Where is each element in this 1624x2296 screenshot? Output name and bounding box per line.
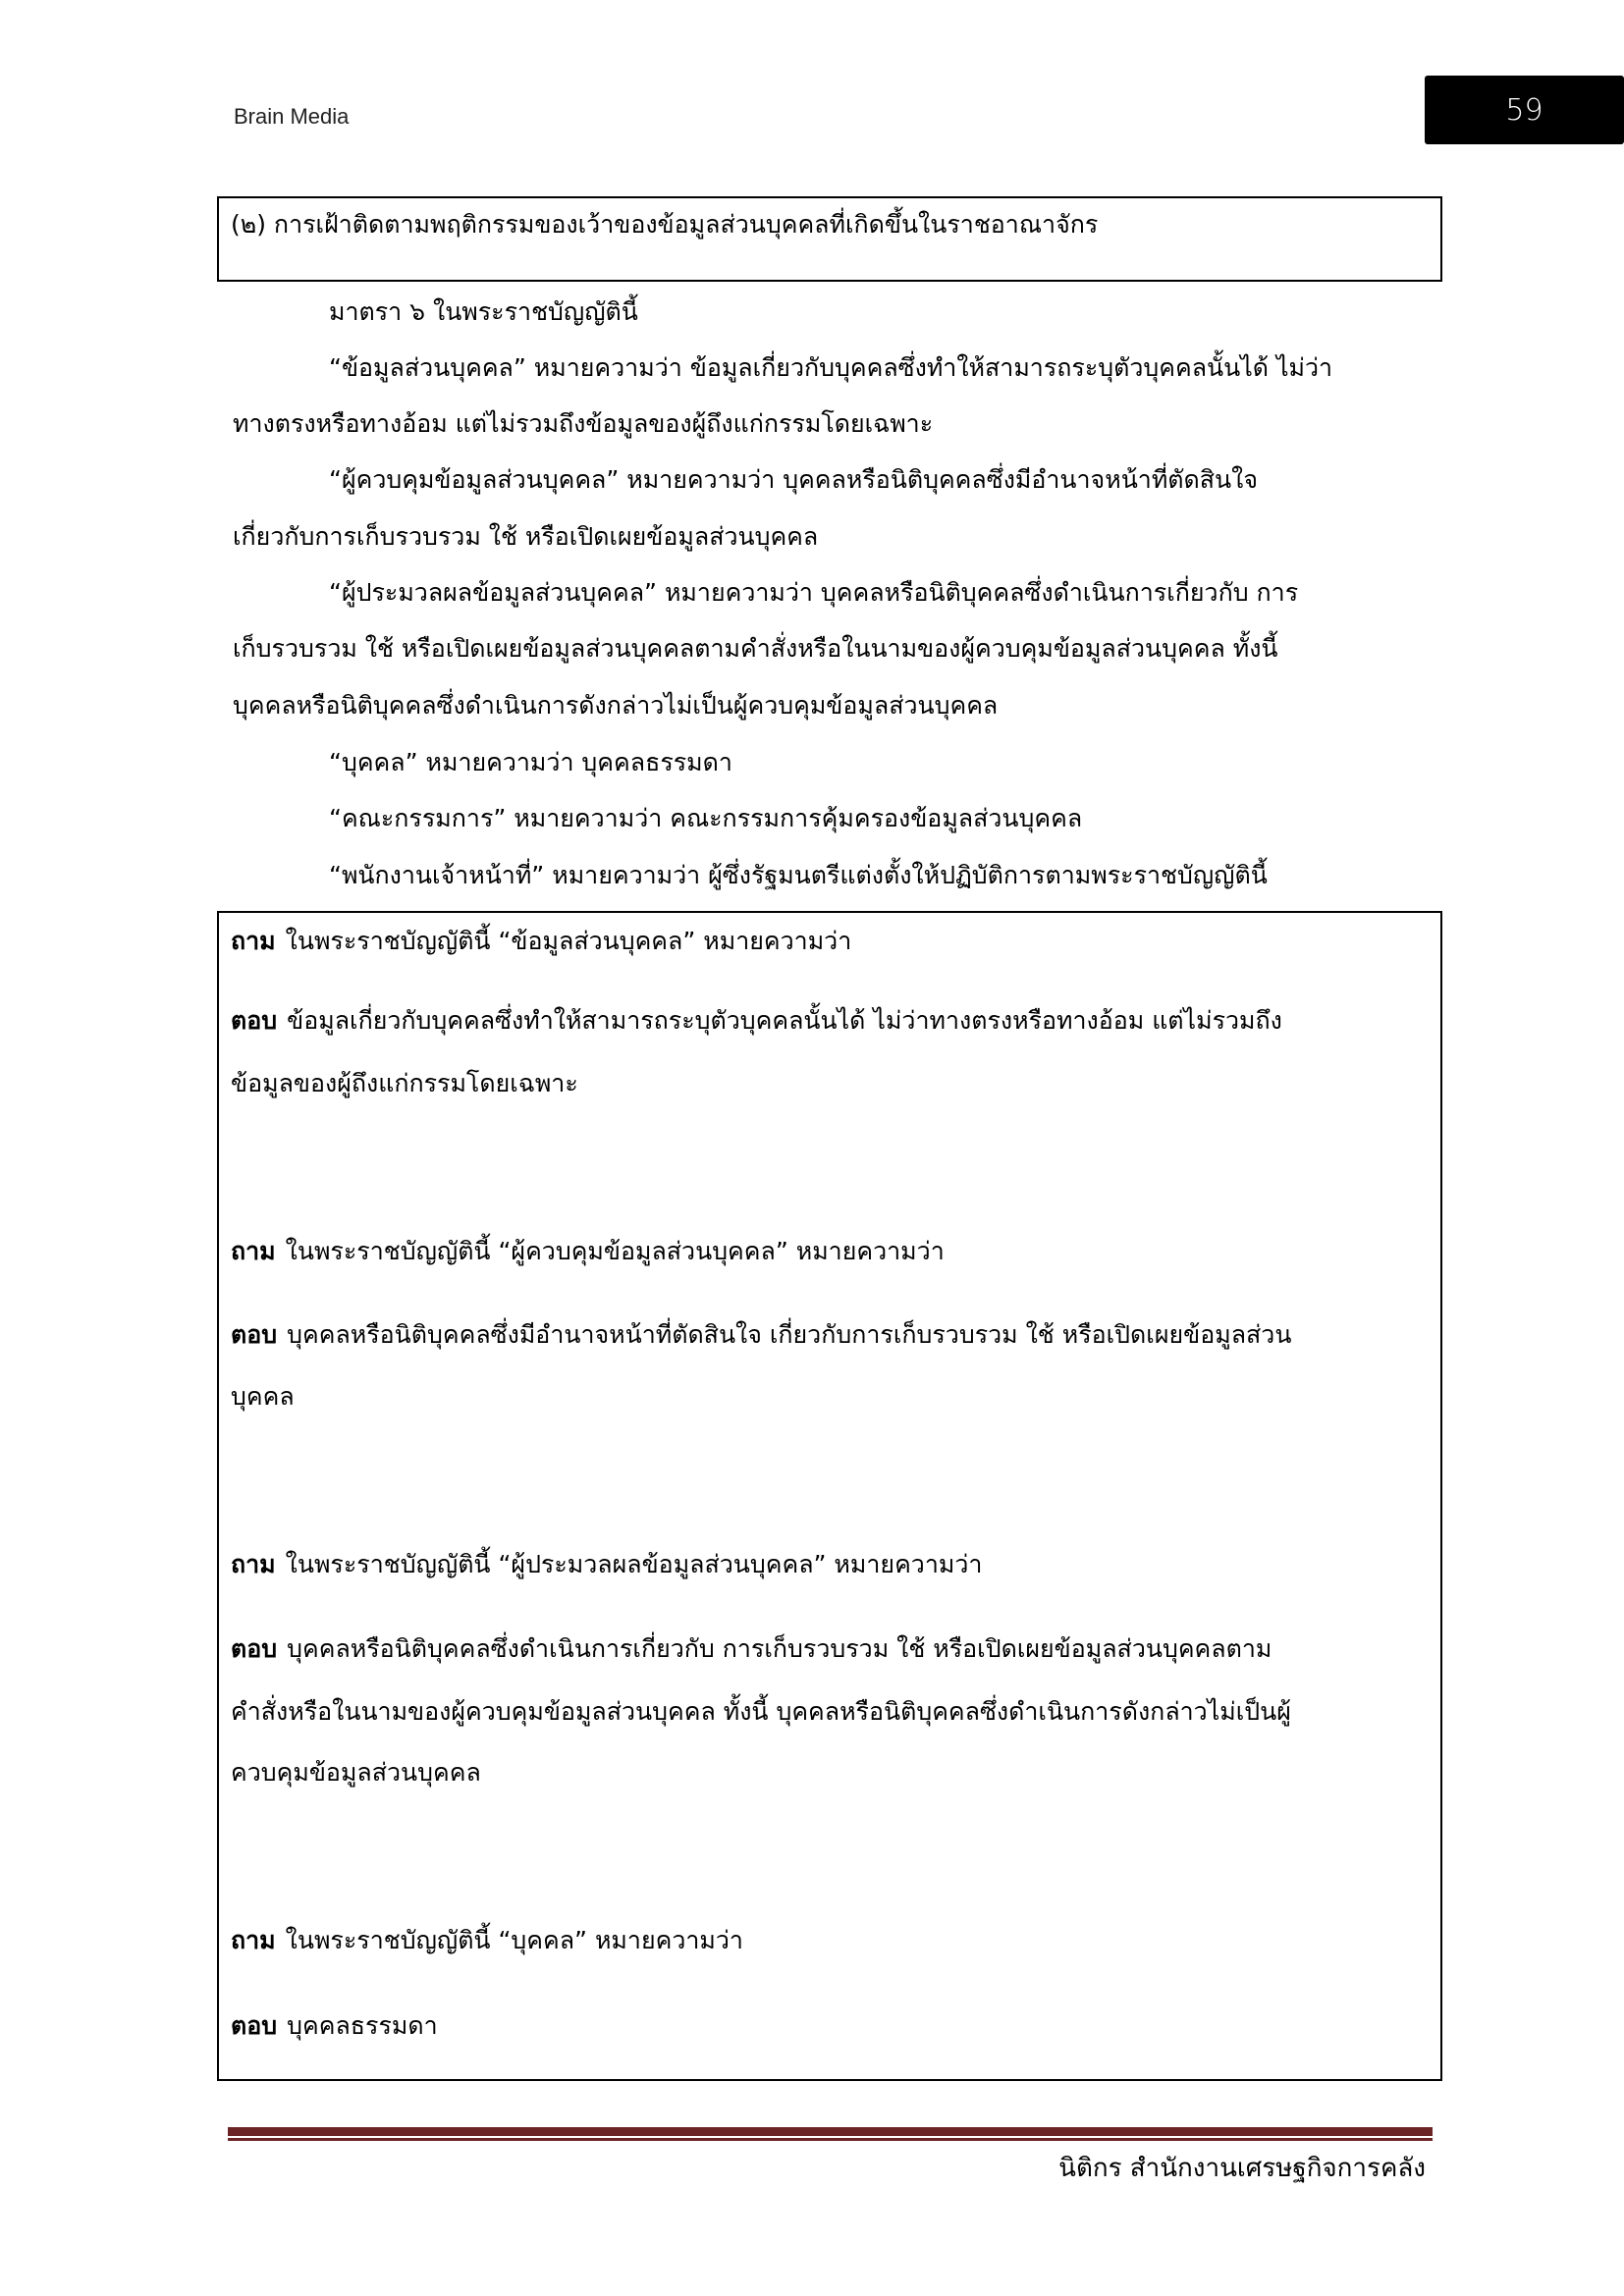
footer-rule-thin	[228, 2138, 1433, 2141]
header-brand: Brain Media	[234, 104, 350, 129]
answer-text: บุคคลธรรมดา	[287, 2011, 438, 2040]
question-text: ในพระราชบัญญัตินี้ “ผู้ประมวลผลข้อมูลส่วนบุคคล” หมายความว่า	[285, 1550, 983, 1578]
answer-label: ตอบ	[231, 1320, 278, 1349]
answer-2	[231, 1315, 1291, 1355]
question-text: ในพระราชบัญญัตินี้ “ข้อมูลส่วนบุคคล” หมายความว่า	[285, 927, 852, 955]
paragraph-line: “ผู้ประมวลผลข้อมูลส่วนบุคคล” หมายความว่า บุคคลหรือนิติบุคคลซึ่งดำเนินการเกี่ยวกับ การ	[329, 578, 1299, 607]
heading-text: (๒) การเฝ้าติดตามพฤติกรรมของเว้าของข้อมูลส่วนบุคคลที่เกิดขึ้นในราชอาณาจักร	[231, 210, 1099, 239]
answer-3-line-3: ควบคุมข้อมูลส่วนบุคคล	[231, 1758, 481, 1787]
question-1	[231, 922, 851, 961]
question-label: ถาม	[231, 1237, 276, 1265]
answer-1-line-2: ข้อมูลของผู้ถึงแก่กรรมโดยเฉพาะ	[231, 1069, 578, 1097]
answer-3	[231, 1629, 1272, 1669]
answer-text: บุคคลหรือนิติบุคคลซึ่งดำเนินการเกี่ยวกับ การเก็บรวบรวม ใช้ หรือเปิดเผยข้อมูลส่วนบุคคลตาม	[287, 1634, 1272, 1663]
question-2	[231, 1232, 945, 1271]
answer-text: ข้อมูลเกี่ยวกับบุคคลซึ่งทำให้สามารถระบุตัวบุคคลนั้นได้ ไม่ว่าทางตรงหรือทางอ้อม แต่ไม่รวมถึง	[287, 1006, 1282, 1035]
paragraph-line: มาตรา ๖ ในพระราชบัญญัตินี้	[329, 297, 638, 326]
question-3	[231, 1545, 982, 1584]
paragraph-line: “ผู้ควบคุมข้อมูลส่วนบุคคล” หมายความว่า บุคคลหรือนิติบุคคลซึ่งมีอำนาจหน้าที่ตัดสินใจ	[329, 465, 1258, 494]
page-number: 59	[1505, 92, 1543, 128]
answer-label: ตอบ	[231, 1006, 278, 1035]
answer-text: บุคคลหรือนิติบุคคลซึ่งมีอำนาจหน้าที่ตัดสินใจ เกี่ยวกับการเก็บรวบรวม ใช้ หรือเปิดเผยข้อมูลส่วน	[287, 1320, 1292, 1349]
paragraph-line: “คณะกรรมการ” หมายความว่า คณะกรรมการคุ้มครองข้อมูลส่วนบุคคล	[329, 804, 1083, 832]
page-number-badge	[1425, 76, 1624, 144]
answer-label: ตอบ	[231, 2011, 278, 2040]
paragraph-line: เกี่ยวกับการเก็บรวบรวม ใช้ หรือเปิดเผยข้อมูลส่วนบุคคล	[233, 522, 819, 551]
answer-4	[231, 2006, 438, 2046]
answer-3-line-2: คำสั่งหรือในนามของผู้ควบคุมข้อมูลส่วนบุคคล ทั้งนี้ บุคคลหรือนิติบุคคลซึ่งดำเนินการดังกล่าวไม่เป็นผู้	[231, 1697, 1291, 1726]
question-4	[231, 1921, 743, 1960]
question-label: ถาม	[231, 927, 276, 955]
footer-text: นิติกร สำนักงานเศรษฐกิจการคลัง	[1058, 2154, 1426, 2183]
question-label: ถาม	[231, 1550, 276, 1578]
paragraph-line: “พนักงานเจ้าหน้าที่” หมายความว่า ผู้ซึ่งรัฐมนตรีแต่งตั้งให้ปฏิบัติการตามพระราชบัญญัตินี้	[329, 861, 1268, 889]
answer-1	[231, 1001, 1282, 1041]
paragraph-line: “บุคคล” หมายความว่า บุคคลธรรมดา	[329, 748, 732, 776]
answer-label: ตอบ	[231, 1634, 278, 1663]
footer-rule-thick	[228, 2127, 1433, 2136]
question-label: ถาม	[231, 1926, 276, 1954]
paragraph-line: ทางตรงหรือทางอ้อม แต่ไม่รวมถึงข้อมูลของผู้ถึงแก่กรรมโดยเฉพาะ	[233, 409, 934, 438]
paragraph-line: บุคคลหรือนิติบุคคลซึ่งดำเนินการดังกล่าวไม่เป็นผู้ควบคุมข้อมูลส่วนบุคคล	[233, 691, 999, 720]
answer-2-line-2: บุคคล	[231, 1382, 295, 1411]
paragraph-line: “ข้อมูลส่วนบุคคล” หมายความว่า ข้อมูลเกี่ยวกับบุคคลซึ่งทำให้สามารถระบุตัวบุคคลนั้นได้ ไม่ว่า	[329, 353, 1333, 382]
paragraph-line: เก็บรวบรวม ใช้ หรือเปิดเผยข้อมูลส่วนบุคคลตามคำสั่งหรือในนามของผู้ควบคุมข้อมูลส่วนบุคคล ทั้งนี้	[233, 634, 1278, 663]
question-text: ในพระราชบัญญัตินี้ “ผู้ควบคุมข้อมูลส่วนบุคคล” หมายความว่า	[285, 1237, 945, 1265]
question-text: ในพระราชบัญญัตินี้ “บุคคล” หมายความว่า	[285, 1926, 743, 1954]
